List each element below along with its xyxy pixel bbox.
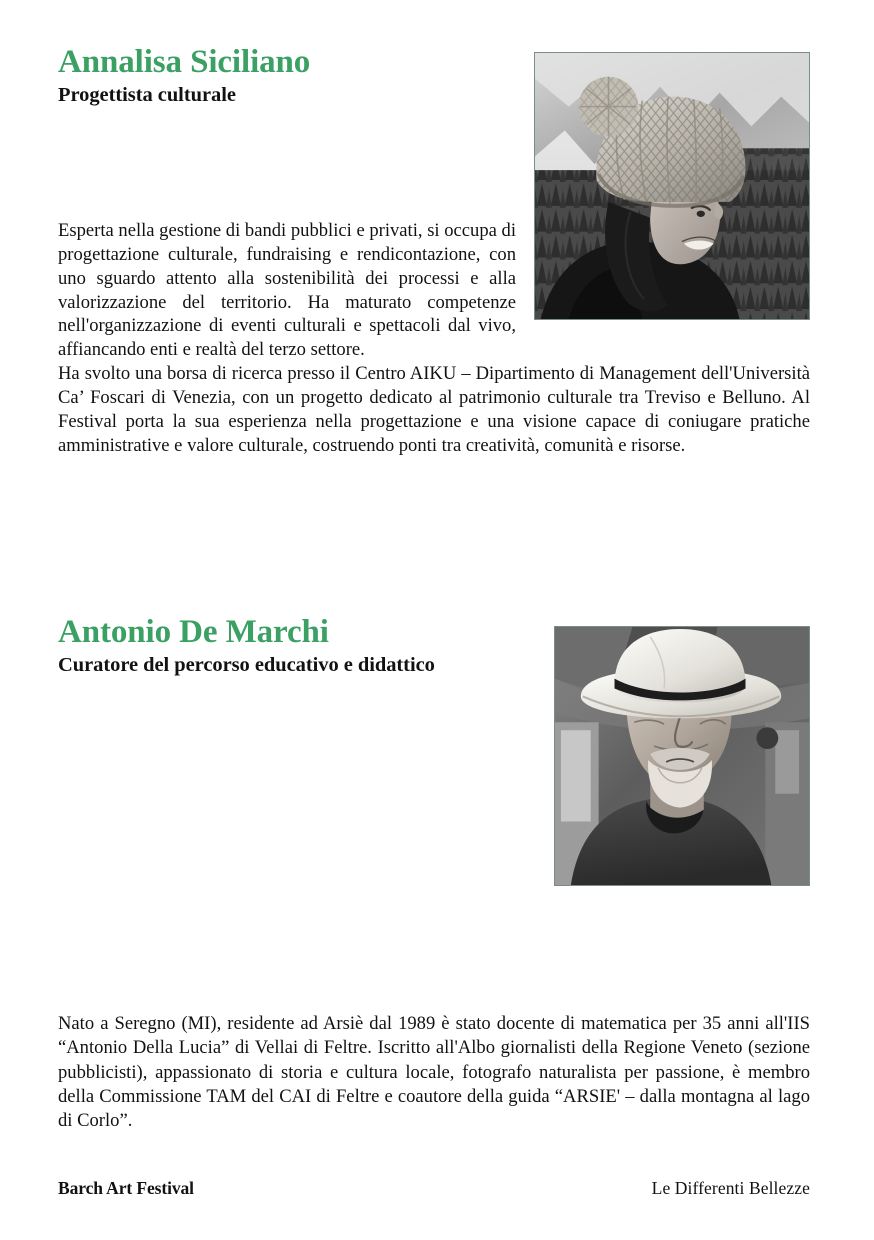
person-name: Annalisa Siciliano: [58, 44, 311, 80]
page-content: [58, 0, 810, 1240]
bio-paragraph: Esperta nella gestione di bandi pubblici e privati, si occupa di progettazione culturale, fundraising e rendicontazione, con uno sguardo attento alla sostenibilità dei processi e alla valorizzazione del territorio. Ha maturato competenze nell'organizzazione di eventi culturali e spettacoli dal vivo, affiancando enti e realtà del terzo settore.: [58, 219, 516, 361]
person-name: Antonio De Marchi: [58, 614, 329, 650]
footer-festival-name: Barch Art Festival: [58, 1178, 194, 1198]
page-footer: [58, 1178, 810, 1199]
bio-paragraph: Ha svolto una borsa di ricerca presso il Centro AIKU – Dipartimento di Management dell'Università Ca’ Foscari di Venezia, con un progetto dedicato al patrimonio culturale tra Treviso e Belluno. Al Festival porta la sua esperienza nella progettazione e una visione capace di coniugare pratiche amministrative e valore culturale, costruendo ponti tra creatività, comunità e risorse.: [58, 363, 810, 456]
portrait-photo-antonio-de-marchi: [554, 626, 810, 886]
person-bio: [58, 1012, 810, 1134]
person-role: Curatore del percorso educativo e didattico: [58, 653, 435, 676]
portrait-photo-annalisa-siciliano: [534, 52, 810, 320]
person-profile-antonio-de-marchi: [58, 616, 810, 894]
person-role: Progettista culturale: [58, 83, 236, 106]
person-profile-annalisa-siciliano: [58, 46, 810, 458]
bio-paragraph: Nato a Seregno (MI), residente ad Arsiè dal 1989 è stato docente di matematica per 35 anni all'IIS “Antonio Della Lucia” di Vellai di Feltre. Iscritto all'Albo giornalisti della Regione Veneto (sezione pubblicisti), appassionato di storia e cultura locale, fotografo naturalista per passione, è membro della Commissione TAM del CAI di Feltre e coautore della guida “ARSIE' – dalla montagna al lago di Corlo”.: [58, 1013, 810, 1132]
portrait-illustration-man-panama-hat: [555, 627, 809, 885]
footer-edition-title: Le Differenti Bellezze: [651, 1178, 810, 1198]
portrait-illustration-woman-beanie: [535, 53, 809, 319]
